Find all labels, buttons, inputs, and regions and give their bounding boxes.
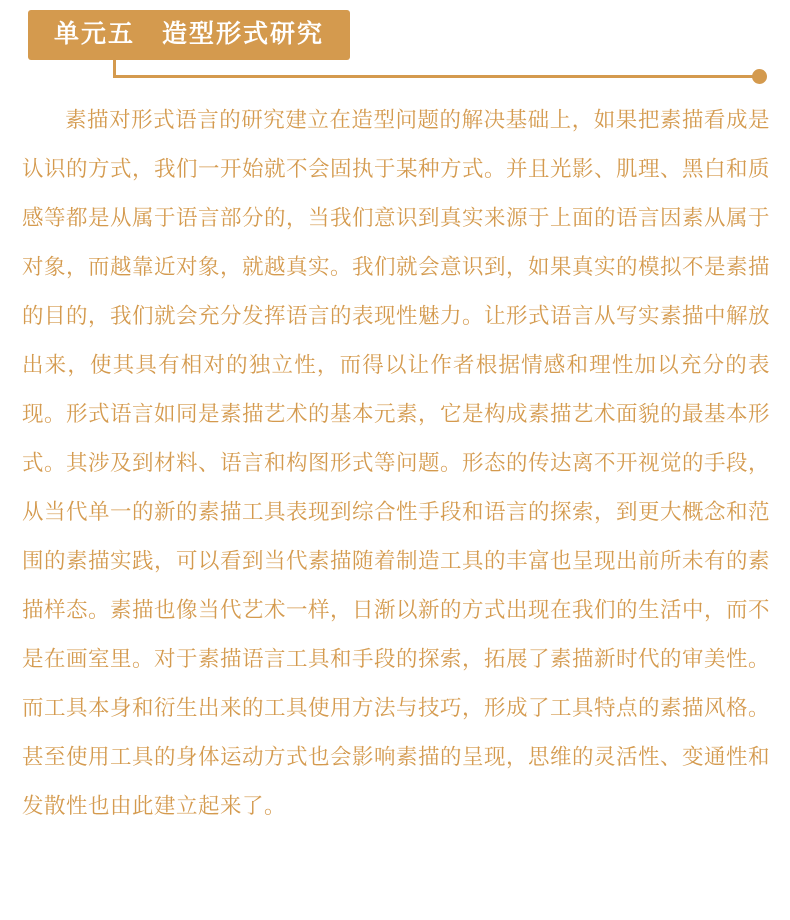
body-paragraph: 素描对形式语言的研究建立在造型问题的解决基础上，如果把素描看成是认识的方式，我们一开始就不会固执于某种方式。并且光影、肌理、黑白和质感等都是从属于语言部分的，当我们意识到真实来源于上面的语言因素从属于对象，而越靠近对象，就越真实。我们就会意识到，如果真实的模拟不是素描的目的，我们就会充分发挥语言的表现性魅力。让形式语言从写实素描中解放出来，使其具有相对的独立性，而得以让作者根据情感和理性加以充分的表现。形式语言如同是素描艺术的基本元素，它是构成素描艺术面貌的最基本形式。其涉及到材料、语言和构图形式等问题。形态的传达离不开视觉的手段，从当代单一的新的素描工具表现到综合性手段和语言的探索，到更大概念和范围的素描实践，可以看到当代素描随着制造工具的丰富也呈现出前所未有的素描样态。素描也像当代艺术一样，日渐以新的方式出现在我们的生活中，而不是在画室里。对于素描语言工具和手段的探索，拓展了素描新时代的审美性。而工具本身和衍生出来的工具使用方法与技巧，形成了工具特点的素描风格。甚至使用工具的身体运动方式也会影响素描的呈现，思维的灵活性、变通性和发散性也由此建立起来了。 [22,108,771,818]
page-title: 单元五 造型形式研究 [28,10,350,60]
header-rule-end-dot-icon [752,69,767,84]
header-rule-horizontal [113,75,761,78]
page-header [0,0,790,92]
